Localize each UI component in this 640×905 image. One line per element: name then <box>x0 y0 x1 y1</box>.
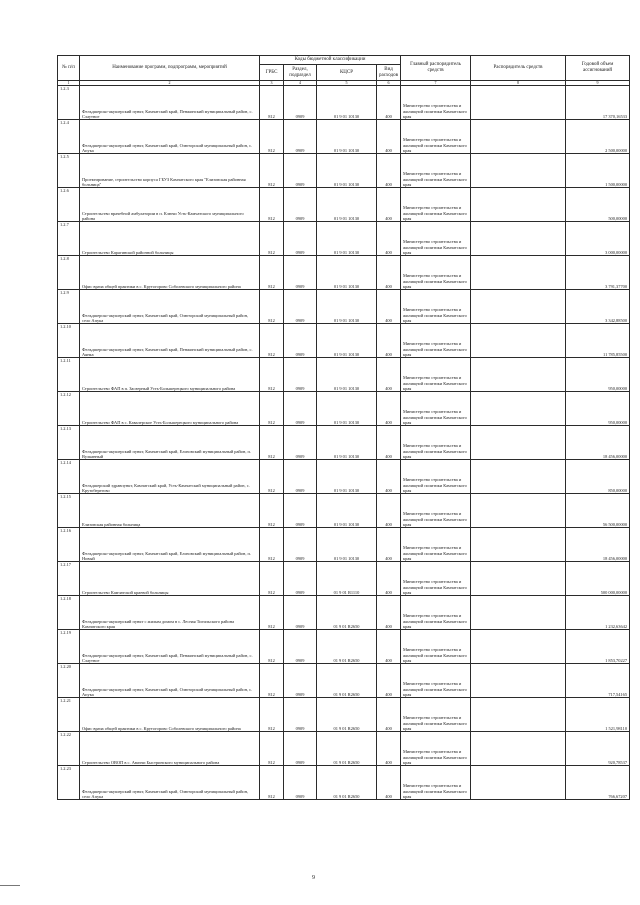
grbs-code: 812 <box>260 460 284 494</box>
target-article-code: 01 9 01 R2650 <box>317 766 377 800</box>
expense-type-code: 400 <box>377 460 401 494</box>
target-article-code: 01 9 01 10130 <box>317 120 377 154</box>
section-code: 0909 <box>284 222 317 256</box>
grbs-code: 812 <box>260 596 284 630</box>
column-index: 6 <box>377 81 401 86</box>
target-article-code: 01 9 01 10130 <box>317 460 377 494</box>
column-index: 8 <box>471 81 566 86</box>
row-number: 1.2.11 <box>58 358 80 392</box>
expense-type-code: 400 <box>377 358 401 392</box>
annual-amount: 56 500,00000 <box>566 494 630 528</box>
measure-name: Фельдшерско-акушерский пункт, Камчатский край, Пенжинский муниципальный район, с. Аянка <box>80 324 260 358</box>
table-row <box>58 562 630 596</box>
recipient <box>471 630 566 664</box>
annual-amount: 500,00000 <box>566 188 630 222</box>
grbs-code: 812 <box>260 562 284 596</box>
expense-type-code: 400 <box>377 256 401 290</box>
grbs-code: 812 <box>260 494 284 528</box>
expense-type-code: 400 <box>377 290 401 324</box>
section-code: 0909 <box>284 562 317 596</box>
table-row <box>58 120 630 154</box>
annual-amount: 1 500,00000 <box>566 154 630 188</box>
target-article-code: 01 9 01 R2650 <box>317 698 377 732</box>
table-header-row <box>58 56 630 65</box>
section-code: 0909 <box>284 256 317 290</box>
table-row <box>58 630 630 664</box>
measure-name: Фельдшерско-акушерский пункт, Камчатский край, Пенжинский муниципальный район, с. Слаутное <box>80 630 260 664</box>
header-main-manager: Главный распорядитель средств <box>401 56 471 81</box>
annual-amount: 920,78537 <box>566 732 630 766</box>
recipient <box>471 392 566 426</box>
measure-name: Фельдшерско-акушерский пункт, Камчатский край, Пенжинский муниципальный район, с. Слаутное <box>80 86 260 120</box>
main-manager: Министерство строительства и жилищной политики Камчатского края <box>401 596 471 630</box>
section-code: 0909 <box>284 494 317 528</box>
header-ksr: КЦСР <box>317 65 377 81</box>
annual-amount: 850,00000 <box>566 460 630 494</box>
main-manager: Министерство строительства и жилищной политики Камчатского края <box>401 766 471 800</box>
measure-name: Строительство Карагинской районной больницы <box>80 222 260 256</box>
column-index: 9 <box>566 81 630 86</box>
header-vid: Вид расходов <box>377 65 401 81</box>
row-number: 1.2.15 <box>58 494 80 528</box>
expense-type-code: 400 <box>377 188 401 222</box>
row-number: 1.2.4 <box>58 120 80 154</box>
row-number: 1.2.21 <box>58 698 80 732</box>
grbs-code: 812 <box>260 766 284 800</box>
table-row <box>58 528 630 562</box>
measure-name: Елизовская районная больница <box>80 494 260 528</box>
expense-type-code: 400 <box>377 222 401 256</box>
target-article-code: 01 9 01 10130 <box>317 528 377 562</box>
expense-type-code: 400 <box>377 86 401 120</box>
grbs-code: 812 <box>260 86 284 120</box>
annual-amount: 1 521,98110 <box>566 698 630 732</box>
section-code: 0909 <box>284 698 317 732</box>
budget-table <box>57 55 630 800</box>
expense-type-code: 400 <box>377 494 401 528</box>
recipient <box>471 732 566 766</box>
recipient <box>471 528 566 562</box>
header-number: № п/п <box>58 56 80 81</box>
recipient <box>471 256 566 290</box>
expense-type-code: 400 <box>377 562 401 596</box>
main-manager: Министерство строительства и жилищной политики Камчатского края <box>401 664 471 698</box>
main-manager: Министерство строительства и жилищной политики Камчатского края <box>401 528 471 562</box>
expense-type-code: 400 <box>377 732 401 766</box>
expense-type-code: 400 <box>377 664 401 698</box>
recipient <box>471 86 566 120</box>
annual-amount: 18 456,00000 <box>566 528 630 562</box>
table-row <box>58 426 630 460</box>
column-index: 5 <box>317 81 377 86</box>
expense-type-code: 400 <box>377 528 401 562</box>
recipient <box>471 358 566 392</box>
annual-amount: 3 791,37700 <box>566 256 630 290</box>
annual-amount: 950,00000 <box>566 392 630 426</box>
header-total: Годовой объем ассигнований <box>566 56 630 81</box>
recipient <box>471 290 566 324</box>
expense-type-code: 400 <box>377 120 401 154</box>
header-recipient: Распорядитель средств <box>471 56 566 81</box>
target-article-code: 01 9 01 R1110 <box>317 562 377 596</box>
measure-name: Офис врача общей практики в с. Крутогорово Соболевского муниципального района <box>80 256 260 290</box>
recipient <box>471 154 566 188</box>
section-code: 0909 <box>284 188 317 222</box>
main-manager: Министерство строительства и жилищной политики Камчатского края <box>401 222 471 256</box>
main-manager: Министерство строительства и жилищной политики Камчатского края <box>401 290 471 324</box>
column-index: 1 <box>58 81 80 86</box>
expense-type-code: 400 <box>377 426 401 460</box>
row-number: 1.2.13 <box>58 426 80 460</box>
row-number: 1.2.20 <box>58 664 80 698</box>
target-article-code: 01 9 01 10130 <box>317 494 377 528</box>
column-index: 3 <box>260 81 284 86</box>
measure-name: Фельдшерско-акушерский пункт, Камчатский край, Елизовский муниципальный район, п. Вулканный <box>80 426 260 460</box>
measure-name: Фельдшерско-акушерский пункт, Камчатский край, Олюторский муниципальный район, с. Апука <box>80 664 260 698</box>
column-index: 2 <box>80 81 260 86</box>
row-number: 1.2.3 <box>58 86 80 120</box>
expense-type-code: 400 <box>377 392 401 426</box>
main-manager: Министерство строительства и жилищной политики Камчатского края <box>401 188 471 222</box>
section-code: 0909 <box>284 392 317 426</box>
expense-type-code: 400 <box>377 630 401 664</box>
table-row <box>58 392 630 426</box>
measure-name: Строительство ФАП в п. Заозерный Усть-Большерецкого муниципального района <box>80 358 260 392</box>
main-manager: Министерство строительства и жилищной политики Камчатского края <box>401 460 471 494</box>
main-manager: Министерство строительства и жилищной политики Камчатского края <box>401 358 471 392</box>
row-number: 1.2.19 <box>58 630 80 664</box>
recipient <box>471 596 566 630</box>
main-manager: Министерство строительства и жилищной политики Камчатского края <box>401 154 471 188</box>
table-row <box>58 222 630 256</box>
annual-amount: 1 232,63642 <box>566 596 630 630</box>
measure-name: Строительство врачебной амбулатории в п. Ключи Усть-Камчатского муниципального района <box>80 188 260 222</box>
recipient <box>471 120 566 154</box>
main-manager: Министерство строительства и жилищной политики Камчатского края <box>401 562 471 596</box>
row-number: 1.2.8 <box>58 256 80 290</box>
measure-name: Проектирование, строительство корпуса ГБУЗ Камчатского края "Елизовская районная больница" <box>80 154 260 188</box>
recipient <box>471 766 566 800</box>
annual-amount: 3 342,88500 <box>566 290 630 324</box>
annual-amount: 11 785,85500 <box>566 324 630 358</box>
row-number: 1.2.14 <box>58 460 80 494</box>
measure-name: Строительство Камчатской краевой больницы <box>80 562 260 596</box>
main-manager: Министерство строительства и жилищной политики Камчатского края <box>401 86 471 120</box>
section-code: 0909 <box>284 290 317 324</box>
grbs-code: 812 <box>260 358 284 392</box>
row-number: 1.2.6 <box>58 188 80 222</box>
header-grbs: ГРБС <box>260 65 284 81</box>
row-number: 1.2.7 <box>58 222 80 256</box>
measure-name: Фельдшерско-акушерский пункт, Камчатский край, Олюторский муниципальный район, с. Апука <box>80 120 260 154</box>
grbs-code: 812 <box>260 528 284 562</box>
main-manager: Министерство строительства и жилищной политики Камчатского края <box>401 698 471 732</box>
grbs-code: 812 <box>260 188 284 222</box>
grbs-code: 812 <box>260 698 284 732</box>
row-number: 1.2.12 <box>58 392 80 426</box>
annual-amount: 1 853,70227 <box>566 630 630 664</box>
main-manager: Министерство строительства и жилищной политики Камчатского края <box>401 256 471 290</box>
recipient <box>471 664 566 698</box>
section-code: 0909 <box>284 426 317 460</box>
scan-edge-mark <box>0 885 20 886</box>
table-row <box>58 290 630 324</box>
table-row <box>58 256 630 290</box>
header-name: Наименование программ, подпрограмм, мероприятий <box>80 56 260 81</box>
row-number: 1.2.10 <box>58 324 80 358</box>
table-row <box>58 324 630 358</box>
target-article-code: 01 9 01 10130 <box>317 256 377 290</box>
section-code: 0909 <box>284 86 317 120</box>
annual-amount: 950,00000 <box>566 358 630 392</box>
expense-type-code: 400 <box>377 766 401 800</box>
section-code: 0909 <box>284 358 317 392</box>
section-code: 0909 <box>284 154 317 188</box>
table-row <box>58 698 630 732</box>
row-number: 1.2.9 <box>58 290 80 324</box>
annual-amount: 500 000,00000 <box>566 562 630 596</box>
section-code: 0909 <box>284 664 317 698</box>
main-manager: Министерство строительства и жилищной политики Камчатского края <box>401 120 471 154</box>
annual-amount: 2 500,00000 <box>566 120 630 154</box>
annual-amount: 18 456,00000 <box>566 426 630 460</box>
row-number: 1.2.22 <box>58 732 80 766</box>
expense-type-code: 400 <box>377 698 401 732</box>
measure-name: Фельдшерский здравпункт, Камчатский край, Усть-Камчатский муниципальный район, с. Крутоберегово <box>80 460 260 494</box>
row-number: 1.2.23 <box>58 766 80 800</box>
measure-name: Фельдшерско-акушерский пункт с жилым домом в с. Лесная Тигильского района Камчатского края <box>80 596 260 630</box>
target-article-code: 01 9 01 R2650 <box>317 664 377 698</box>
grbs-code: 812 <box>260 222 284 256</box>
row-number: 1.2.18 <box>58 596 80 630</box>
row-number: 1.2.16 <box>58 528 80 562</box>
recipient <box>471 188 566 222</box>
table-row <box>58 494 630 528</box>
measure-name: Офис врача общей практики в с. Крутогорово Соболевского муниципального района <box>80 698 260 732</box>
row-number: 1.2.17 <box>58 562 80 596</box>
grbs-code: 812 <box>260 392 284 426</box>
table-row <box>58 188 630 222</box>
table-body <box>58 86 630 800</box>
expense-type-code: 400 <box>377 596 401 630</box>
table-row <box>58 766 630 800</box>
table-row <box>58 86 630 120</box>
section-code: 0909 <box>284 528 317 562</box>
column-index: 7 <box>401 81 471 86</box>
grbs-code: 812 <box>260 154 284 188</box>
recipient <box>471 460 566 494</box>
section-code: 0909 <box>284 732 317 766</box>
recipient <box>471 222 566 256</box>
grbs-code: 812 <box>260 732 284 766</box>
grbs-code: 812 <box>260 426 284 460</box>
target-article-code: 01 9 01 10130 <box>317 188 377 222</box>
column-index: 4 <box>284 81 317 86</box>
target-article-code: 01 9 01 10130 <box>317 154 377 188</box>
section-code: 0909 <box>284 596 317 630</box>
target-article-code: 01 9 01 10130 <box>317 222 377 256</box>
target-article-code: 01 9 01 10130 <box>317 426 377 460</box>
section-code: 0909 <box>284 460 317 494</box>
measure-name: Фельдшерско-акушерский пункт, Камчатский край, Олюторский муниципальный район, село Апука <box>80 766 260 800</box>
measure-name: Строительство ОВОП в с. Аваччи Быстринского муниципального района <box>80 732 260 766</box>
page-number: 9 <box>312 875 315 881</box>
annual-amount: 766,67207 <box>566 766 630 800</box>
header-razdel: Раздел, подраздел <box>284 65 317 81</box>
section-code: 0909 <box>284 766 317 800</box>
target-article-code: 01 9 01 10130 <box>317 358 377 392</box>
target-article-code: 01 9 01 R2650 <box>317 596 377 630</box>
target-article-code: 01 9 01 10130 <box>317 392 377 426</box>
grbs-code: 812 <box>260 324 284 358</box>
section-code: 0909 <box>284 324 317 358</box>
main-manager: Министерство строительства и жилищной политики Камчатского края <box>401 732 471 766</box>
annual-amount: 717,54165 <box>566 664 630 698</box>
table-row <box>58 358 630 392</box>
measure-name: Фельдшерско-акушерский пункт, Камчатский край, Олюторский муниципальный район, село Апука <box>80 290 260 324</box>
main-manager: Министерство строительства и жилищной политики Камчатского края <box>401 324 471 358</box>
recipient <box>471 426 566 460</box>
section-code: 0909 <box>284 630 317 664</box>
measure-name: Строительство ФАП в с. Кавалерское Усть-Большерецкого муниципального района <box>80 392 260 426</box>
header-codes: Коды бюджетной классификации <box>260 56 401 65</box>
annual-amount: 3 000,00000 <box>566 222 630 256</box>
annual-amount: 17 370,16533 <box>566 86 630 120</box>
target-article-code: 01 9 01 10130 <box>317 290 377 324</box>
main-manager: Министерство строительства и жилищной политики Камчатского края <box>401 630 471 664</box>
table-row <box>58 596 630 630</box>
recipient <box>471 698 566 732</box>
main-manager: Министерство строительства и жилищной политики Камчатского края <box>401 494 471 528</box>
row-number: 1.2.5 <box>58 154 80 188</box>
table-row <box>58 732 630 766</box>
recipient <box>471 562 566 596</box>
expense-type-code: 400 <box>377 154 401 188</box>
target-article-code: 01 9 01 R2650 <box>317 732 377 766</box>
table-row <box>58 154 630 188</box>
measure-name: Фельдшерско-акушерский пункт, Камчатский край, Елизовский муниципальный район, п. Новый <box>80 528 260 562</box>
recipient <box>471 494 566 528</box>
table-row <box>58 460 630 494</box>
grbs-code: 812 <box>260 120 284 154</box>
target-article-code: 01 9 01 R2650 <box>317 630 377 664</box>
target-article-code: 01 9 01 10130 <box>317 86 377 120</box>
target-article-code: 01 9 01 10130 <box>317 324 377 358</box>
expense-type-code: 400 <box>377 324 401 358</box>
grbs-code: 812 <box>260 290 284 324</box>
main-manager: Министерство строительства и жилищной политики Камчатского края <box>401 392 471 426</box>
table-row <box>58 664 630 698</box>
main-manager: Министерство строительства и жилищной политики Камчатского края <box>401 426 471 460</box>
grbs-code: 812 <box>260 630 284 664</box>
recipient <box>471 324 566 358</box>
section-code: 0909 <box>284 120 317 154</box>
grbs-code: 812 <box>260 664 284 698</box>
grbs-code: 812 <box>260 256 284 290</box>
